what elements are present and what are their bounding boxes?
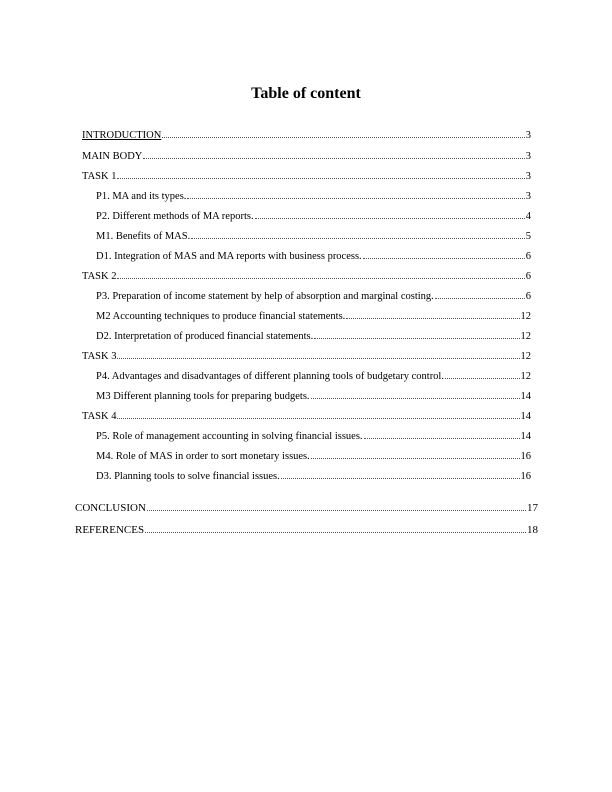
toc-page-number: 3 [525, 191, 531, 202]
toc-page-number: 14 [520, 391, 531, 402]
toc-page-number: 6 [525, 291, 531, 302]
toc-entry-label: TASK 1 [82, 171, 117, 182]
toc-entry-task-2[interactable] [82, 270, 531, 283]
toc-entry-label: TASK 4 [82, 411, 117, 422]
toc-leader-dots [311, 390, 520, 399]
toc-leader-dots [363, 250, 525, 259]
toc-leader-dots [314, 330, 519, 339]
toc-entry-label: D1. Integration of MAS and MA reports with business process. [96, 251, 362, 262]
toc-entry-d2[interactable] [96, 330, 531, 343]
toc-entry-references[interactable] [75, 524, 538, 537]
toc-leader-dots [346, 310, 519, 319]
toc-entry-label: REFERENCES [75, 524, 145, 536]
toc-leader-dots [143, 150, 524, 159]
toc-leader-dots [147, 502, 526, 511]
page-title: Table of content [251, 85, 361, 102]
toc-entry-p3[interactable] [96, 290, 531, 303]
toc-entry-label: M4. Role of MAS in order to sort monetary issues. [96, 451, 310, 462]
toc-page-number: 14 [520, 431, 531, 442]
toc-entry-label: P3. Preparation of income statement by help of absorption and marginal costing. [96, 291, 434, 302]
toc-entry-label: D3. Planning tools to solve financial issues. [96, 471, 280, 482]
toc-entry-p1[interactable] [96, 190, 531, 203]
toc-page-number: 3 [525, 130, 531, 141]
toc-entry-task-1[interactable] [82, 170, 531, 183]
toc-page-number: 4 [525, 211, 531, 222]
toc-entry-p5[interactable] [96, 430, 531, 443]
toc-entry-m1[interactable] [96, 230, 531, 243]
toc-page-number: 12 [520, 371, 531, 382]
toc-page-number: 17 [527, 502, 538, 514]
toc-entry-label: P1. MA and its types. [96, 191, 187, 202]
toc-entry-m3[interactable] [96, 390, 531, 403]
toc-entry-task-3[interactable] [82, 350, 531, 363]
toc-leader-dots [255, 210, 525, 219]
toc-page-number: 16 [520, 471, 531, 482]
toc-entry-label: M1. Benefits of MAS. [96, 231, 191, 242]
toc-leader-dots [117, 170, 524, 179]
toc-leader-dots [117, 270, 524, 279]
toc-page-number: 16 [520, 451, 531, 462]
toc-page-number: 3 [525, 171, 531, 182]
toc-page-number: 12 [520, 311, 531, 322]
toc-entry-m4[interactable] [96, 450, 531, 463]
toc-entry-p4[interactable] [96, 370, 531, 383]
toc-entry-label: M2 Accounting techniques to produce financial statements. [96, 311, 346, 322]
toc-page-number: 12 [520, 351, 531, 362]
toc-leader-dots [445, 370, 520, 379]
toc-entry-d3[interactable] [96, 470, 531, 483]
toc-entry-label: D2. Interpretation of produced financial statements. [96, 331, 314, 342]
toc-page-number: 14 [520, 411, 531, 422]
toc-leader-dots [117, 350, 519, 359]
toc-leader-dots [145, 524, 526, 533]
toc-entry-introduction[interactable] [82, 129, 531, 142]
toc-entry-label: TASK 2 [82, 271, 117, 282]
toc-page-number: 18 [527, 524, 538, 536]
toc-leader-dots [162, 129, 524, 138]
toc-entry-label: M3 Different planning tools for preparing budgets. [96, 391, 310, 402]
toc-leader-dots [191, 230, 525, 239]
toc-entry-label: P4. Advantages and disadvantages of different planning tools of budgetary control. [96, 371, 444, 382]
toc-entry-p2[interactable] [96, 210, 531, 223]
toc-entry-label: MAIN BODY [82, 151, 143, 162]
toc-leader-dots [281, 470, 520, 479]
toc-page-number: 12 [520, 331, 531, 342]
toc-page-number: 6 [525, 271, 531, 282]
toc-page-number: 6 [525, 251, 531, 262]
toc-entry-d1[interactable] [96, 250, 531, 263]
toc-entry-conclusion[interactable] [75, 502, 538, 515]
toc-entry-m2[interactable] [96, 310, 531, 323]
toc-leader-dots [435, 290, 525, 299]
toc-page-number: 5 [525, 231, 531, 242]
toc-leader-dots [117, 410, 519, 419]
toc-entry-label: CONCLUSION [75, 502, 146, 514]
toc-leader-dots [311, 450, 520, 459]
toc-entry-task-4[interactable] [82, 410, 531, 423]
toc-leader-dots [187, 190, 524, 199]
toc-entry-label: TASK 3 [82, 351, 117, 362]
toc-entry-label: INTRODUCTION [82, 130, 162, 141]
toc-entry-label: P2. Different methods of MA reports. [96, 211, 254, 222]
toc-entry-label: P5. Role of management accounting in solving financial issues. [96, 431, 363, 442]
toc-leader-dots [364, 430, 520, 439]
toc-page-number: 3 [525, 151, 531, 162]
toc-entry-main-body[interactable] [82, 150, 531, 163]
